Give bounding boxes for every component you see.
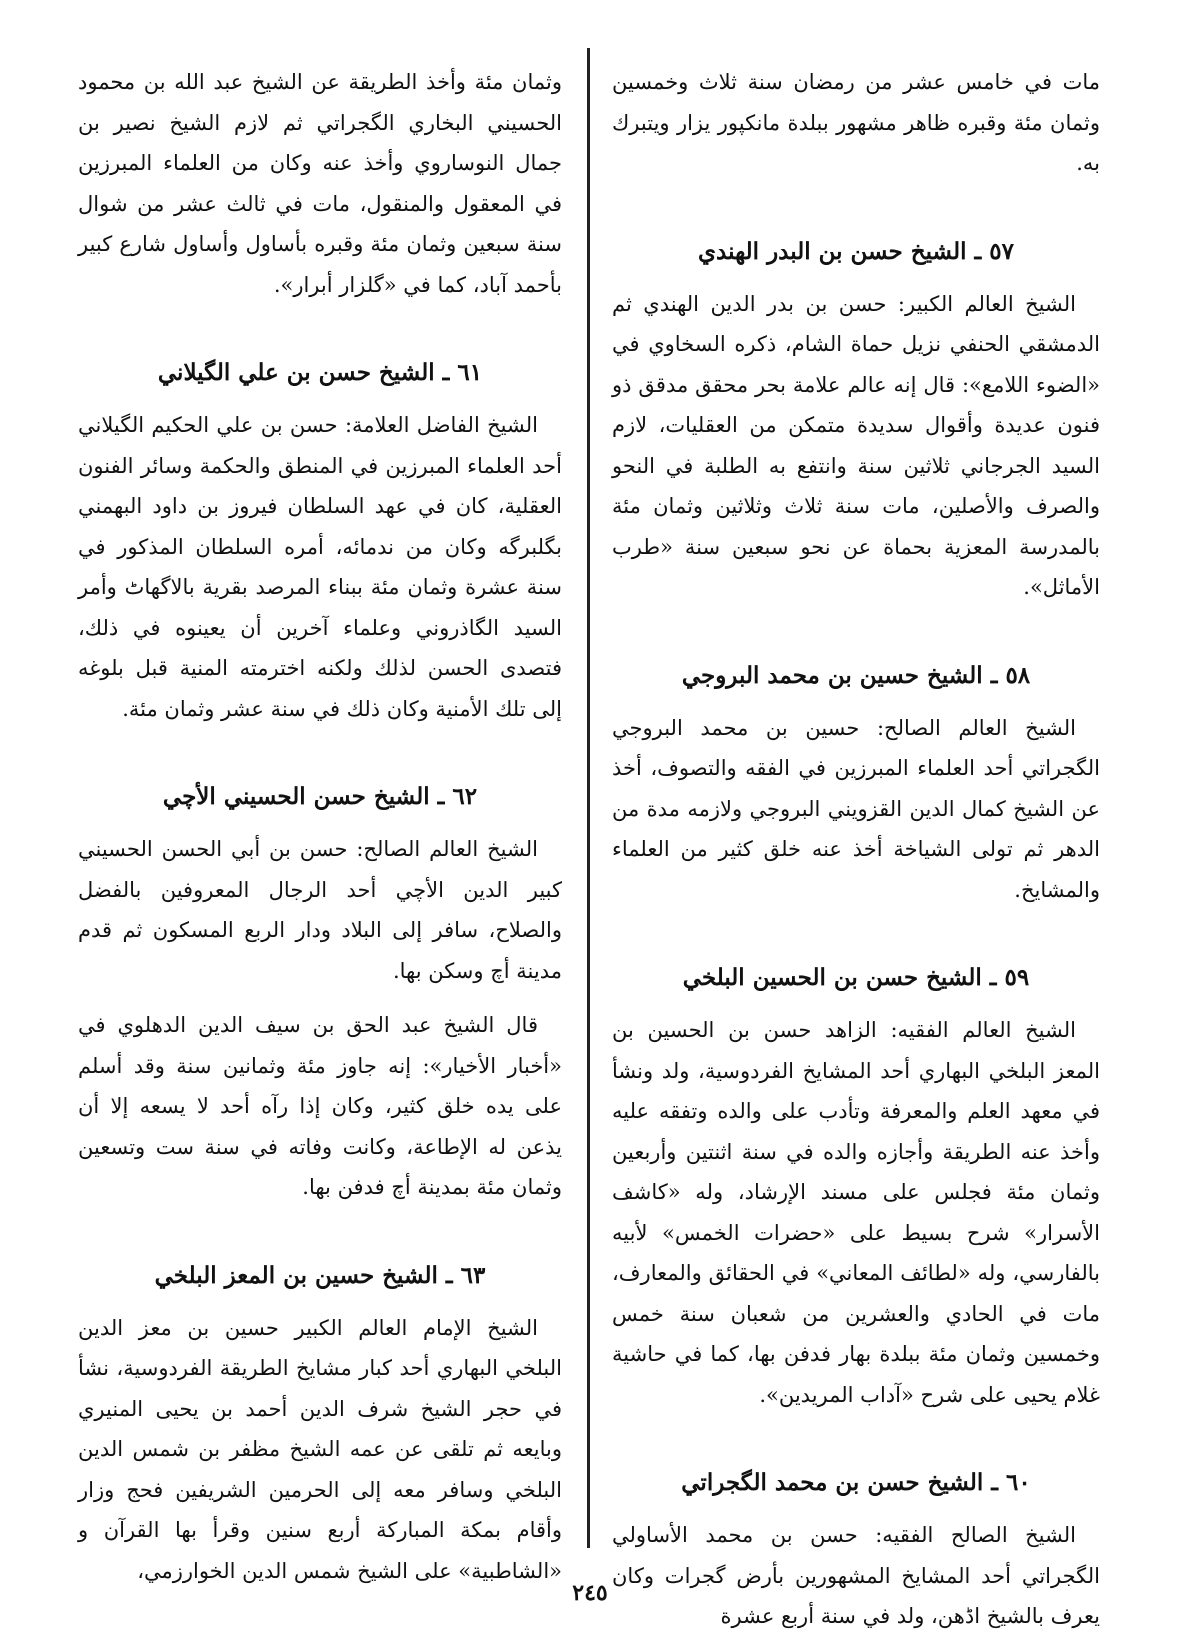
entry-paragraph: الشيخ الإمام العالم الكبير حسين بن معز الدين البلخي البهاري أحد كبار مشايخ الطريقة الفردوسية، نشأ في حجر الشيخ شرف الدين أحمد بن يحيى المنيري وبايعه ثم تلقى عن عمه الشيخ مظفر بن شمس الدين البلخي وسافر معه إلى الحرمين الشريفين فحج وزار وأقام بمكة المباركة أربع سنين وقرأ بها القرآن و «الشاطبية» على الشيخ شمس الدين الخوارزمي، xyxy=(78,1315,562,1583)
column-divider xyxy=(587,48,590,1548)
entry-title-63: ٦٣ ـ الشيخ حسين بن المعز البلخي xyxy=(154,1261,486,1289)
entry-title-60: ٦٠ ـ الشيخ حسن بن محمد الگجراتي xyxy=(681,1469,1031,1496)
entry-paragraph: الشيخ الصالح الفقيه: حسن بن محمد الأساولي الگجراتي أحد المشايخ المشهورين بأرض گجرات وكان يعرف بالشيخ اڈهن، ولد في سنة أربع عشرة xyxy=(612,1523,1100,1628)
entry-title-61: ٦١ ـ الشيخ حسن بن علي الگيلاني xyxy=(157,359,483,386)
entry-paragraph: الشيخ العالم الصالح: حسين بن محمد البروجي الگجراتي أحد العلماء المبرزين في الفقه والتصوف، أخذ عن الشيخ كمال الدين القزويني البروجي ولازمه مدة من الدهر ثم تولى الشياخة أخذ عنه خلق كثير من العلماء والمشايخ. xyxy=(612,715,1100,902)
entry-paragraph: الشيخ العالم الكبير: حسن بن بدر الدين الهندي ثم الدمشقي الحنفي نزيل حماة الشام، ذكره السخاوي في «الضوء اللامع»: قال إنه عالم علامة بحر محقق مدقق ذو فنون عديدة وأقوال سديدة متمكن من العقليات، لازم السيد الجرجاني ثلاثين سنة وانتفع به الطلبة في النحو والصرف والأصلين، مات سنة ثلاث وثلاثين وثمان مئة بالمدرسة المعزية بحماة عن نحو سبعين سنة «طرب الأماثل». xyxy=(612,291,1101,599)
entry-paragraph: الشيخ العالم الفقيه: الزاهد حسن بن الحسين بن المعز البلخي البهاري أحد المشايخ الفردوسية، ولد ونشأ في معهد العلم والمعرفة وتأدب على والده وتفقه عليه وأخذ عنه الطريقة وأجازه والده في سنة اثنتين وأربعين وثمان مئة فجلس على مسند الإرشاد، وله «كاشف الأسرار» شرح بسيط على «حضرات الخمس» لأبيه بالفارسي، وله «لطائف المعاني» في الحقائق والمعارف، مات في الحادي والعشرين من شعبان سنة خمس وخمسين وثمان مئة ببلدة بهار فدفن بها، كما في حاشية غلام يحيى على شرح «آداب المريدين». xyxy=(612,1018,1100,1407)
entry-title-59: ٥٩ ـ الشيخ حسن بن الحسين البلخي xyxy=(682,964,1030,991)
right-column xyxy=(612,62,1101,1628)
continuation-paragraph: مات في خامس عشر من رمضان سنة ثلاث وخمسين وثمان مئة وقبره ظاهر مشهور ببلدة مانكپور يزار ويتبرك به. xyxy=(612,70,1100,175)
left-column xyxy=(78,62,562,1583)
page-number: ٢٤٥ xyxy=(572,1580,608,1606)
entry-title-58: ٥٨ ـ الشيخ حسين بن محمد البروجي xyxy=(681,661,1031,689)
entry-paragraph: قال الشيخ عبد الحق بن سيف الدين الدهلوي في «أخبار الأخيار»: إنه جاوز مئة وثمانين سنة وقد أسلم على يده خلق كثير، وكان إذا رآه أحد لا يسعه إلا أن يذعن له الإطاعة، وكانت وفاته في سنة ست وتسعين وثمان مئة بمدينة أچ فدفن بها. xyxy=(78,1013,562,1199)
continuation-paragraph: وثمان مئة وأخذ الطريقة عن الشيخ عبد الله بن محمود الحسيني البخاري الگجراتي ثم لازم الشيخ نصير بن جمال النوساروي وأخذ عنه وكان من العلماء المبرزين في المعقول والمنقول، مات في ثالث عشر من شوال سنة سبعين وثمان مئة وقبره بأساول وأساول شارع كبير بأحمد آباد، كما في «گلزار أبرار». xyxy=(78,70,562,297)
entry-paragraph: الشيخ الفاضل العلامة: حسن بن علي الحكيم الگيلاني أحد العلماء المبرزين في المنطق والحكمة وسائر الفنون العقلية، كان في عهد السلطان فيروز بن داود البهمني بگلبرگه وكان من ندمائه، أمره السلطان المذكور في سنة عشرة وثمان مئة ببناء المرصد بقرية بالاگهاٹ وأمر السيد الگاذروني وعلماء آخرين أن يعينوه في ذلك، فتصدى الحسن لذلك ولكنه اخترمته المنية قبل بلوغه إلى تلك الأمنية وكان ذلك في سنة عشر وثمان مئة. xyxy=(78,413,562,721)
entry-paragraph: الشيخ العالم الصالح: حسن بن أبي الحسن الحسيني كبير الدين الأچي أحد الرجال المعروفين بالفضل والصلاح، سافر إلى البلاد ودار الربع المسكون ثم قدم مدينة أچ وسكن بها. xyxy=(78,837,562,983)
entry-title-62: ٦٢ ـ الشيخ حسن الحسيني الأچي xyxy=(162,783,478,810)
entry-title-57: ٥٧ ـ الشيخ حسن بن البدر الهندي xyxy=(698,237,1014,265)
